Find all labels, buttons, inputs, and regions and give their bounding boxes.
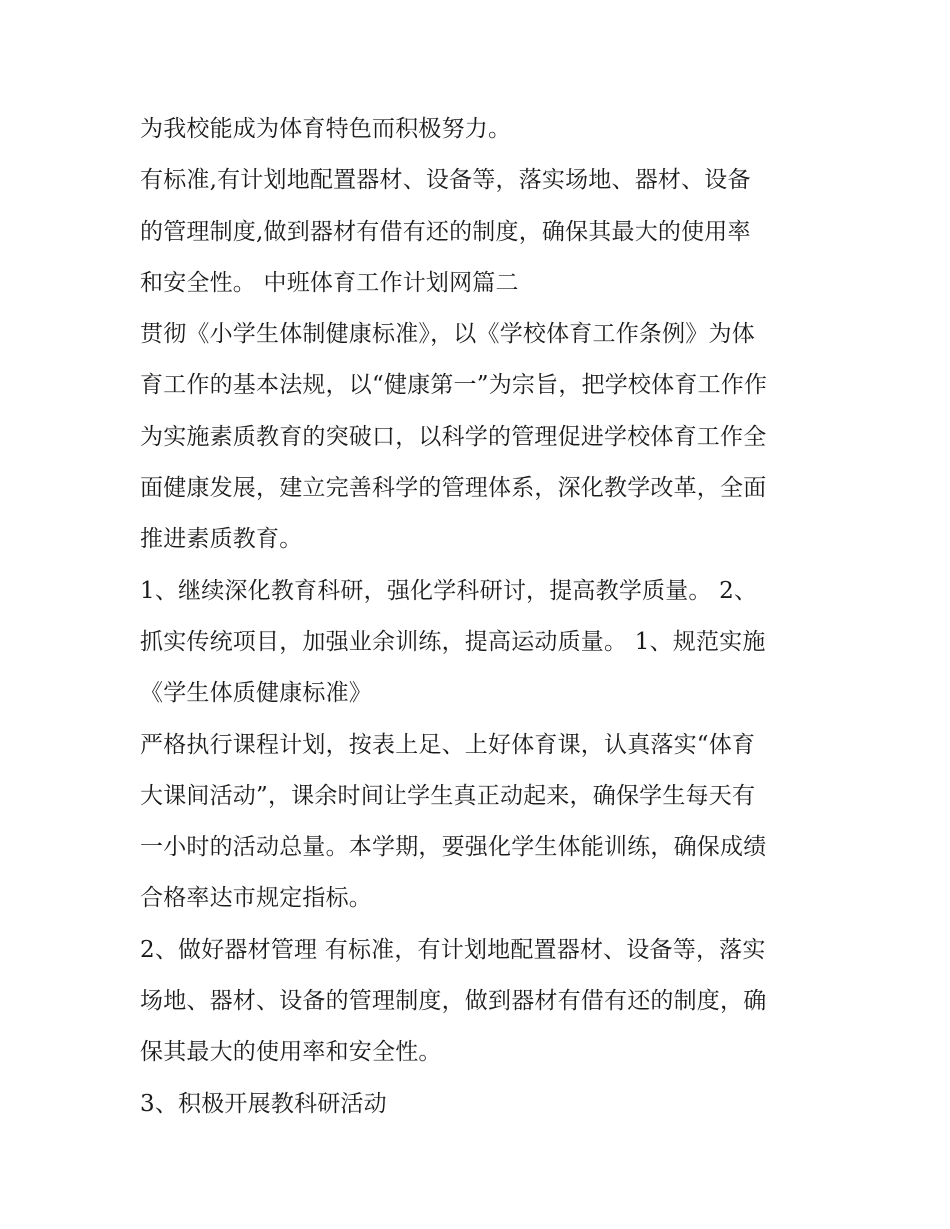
- text-line: 3、积极开展教科研活动: [140, 1090, 387, 1117]
- text-line: 2、做好器材管理 有标准，有计划地配置器材、设备等，落实: [140, 936, 766, 963]
- text-line: 推进素质教育。: [140, 526, 303, 553]
- text-line: 的管理制度,做到器材有借有还的制度，确保其最大的使用率: [140, 218, 751, 245]
- text-line: 《学生体质健康标准》: [140, 680, 372, 707]
- document-body: [140, 104, 820, 1130]
- text-line: 抓实传统项目，加强业余训练，提高运动质量。 1、规范实施: [140, 628, 766, 655]
- text-line: 面健康发展，建立完善科学的管理体系，深化教学改革，全面: [140, 475, 767, 502]
- text-line: 保其最大的使用率和安全性。: [140, 1039, 442, 1066]
- text-line: 育工作的基本法规，以“健康第一”为宗旨，把学校体育工作作: [140, 372, 768, 399]
- text-line: 一小时的活动总量。本学期，要强化学生体能训练，确保成绩: [140, 834, 767, 861]
- text-line: 为我校能成为体育特色而积极努力。: [140, 116, 512, 142]
- text-line: 场地、器材、设备的管理制度，做到器材有借有还的制度，确: [140, 988, 767, 1015]
- text-line: 1、继续深化教育科研，强化学科研讨，提高教学质量。 2、: [140, 577, 758, 604]
- text-line: 严格执行课程计划，按表上足、上好体育课，认真落实“体育: [140, 731, 756, 758]
- text-line: 大课间活动”，课余时间让学生真正动起来，确保学生每天有: [140, 782, 756, 809]
- text-line: 合格率达市规定指标。: [140, 885, 372, 912]
- text-line: 和安全性。 中班体育工作计划网篇二: [140, 269, 519, 296]
- text-line: 为实施素质教育的突破口，以科学的管理促进学校体育工作全: [140, 423, 767, 450]
- text-line: 贯彻《小学生体制健康标准》，以《学校体育工作条例》为体: [140, 321, 755, 348]
- text-line: 有标准,有计划地配置器材、设备等，落实场地、器材、设备: [140, 167, 751, 194]
